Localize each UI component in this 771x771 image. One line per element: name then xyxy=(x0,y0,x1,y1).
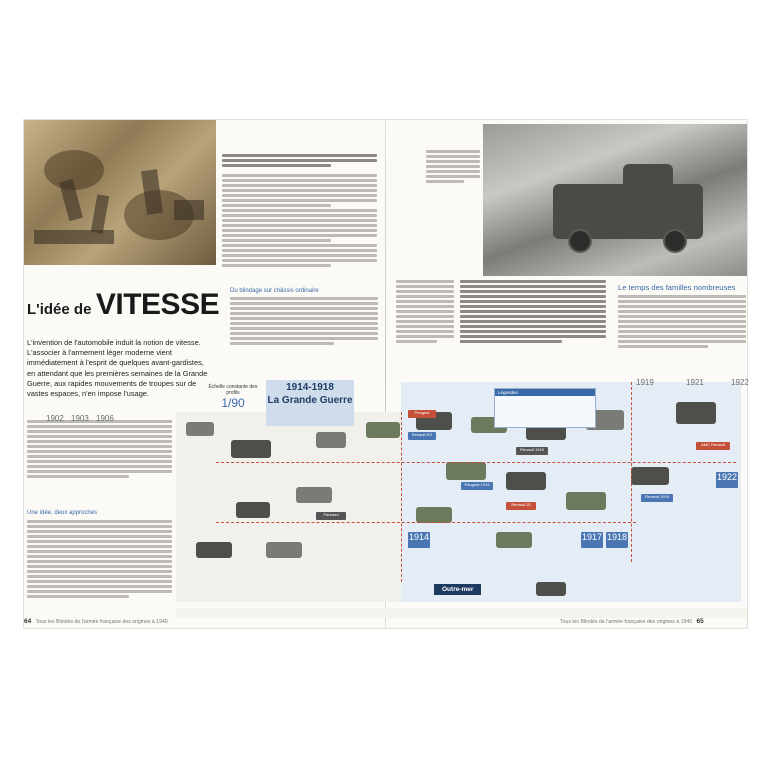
timeline-prewar-area xyxy=(176,412,401,602)
subhead-chassis: Du blindage sur châssis ordinaire xyxy=(230,288,319,294)
book-spread xyxy=(24,120,747,628)
legend-box xyxy=(494,388,596,428)
year-1919: 1919 xyxy=(636,378,654,387)
model-tag: Peugeot xyxy=(408,410,436,418)
text-column-6 xyxy=(618,295,746,380)
vehicle-profile xyxy=(196,542,232,558)
model-tag: Peugeot 1915 xyxy=(461,482,493,490)
model-tag: Renault 1915 xyxy=(516,447,548,455)
vehicle-profile xyxy=(446,462,486,480)
model-tag: Panhard xyxy=(316,512,346,520)
vehicle-profile xyxy=(316,432,346,448)
title-big: VITESSE xyxy=(95,288,220,321)
page-number-left: 64 xyxy=(24,618,32,625)
timeline-connector xyxy=(216,522,636,523)
vehicle-profile xyxy=(506,472,546,490)
footer-right xyxy=(560,618,704,625)
timeline-connector xyxy=(631,382,632,562)
timeline-connector xyxy=(401,412,402,582)
running-title-left: Tous les Blindés de l'armée française des origines à 1940 xyxy=(35,619,168,625)
legend-title: Légendes xyxy=(495,389,595,396)
model-tag: Renault 20 xyxy=(506,502,536,510)
model-tag: Renault ED xyxy=(408,432,436,440)
year-badge: 1917 xyxy=(581,532,603,548)
bottom-caption-bar xyxy=(176,608,747,618)
year-1921: 1921 xyxy=(686,378,704,387)
scale-value: 1/90 xyxy=(221,396,245,410)
year-1906: 1906 xyxy=(96,414,114,423)
text-column-2 xyxy=(230,297,378,367)
text-column-5 xyxy=(460,280,606,380)
footer-left xyxy=(24,618,168,625)
scale-note xyxy=(208,384,258,410)
vehicle-profile xyxy=(536,582,566,596)
model-tag: Renault 1918 xyxy=(641,494,673,502)
year-badge: 1922 xyxy=(716,472,738,488)
vehicle-profile xyxy=(631,467,669,485)
vehicle-profile xyxy=(366,422,400,438)
year-1922: 1922 xyxy=(731,378,749,387)
text-column-3 xyxy=(27,420,172,500)
vehicle-profile xyxy=(416,507,452,523)
text-column-4 xyxy=(27,520,172,620)
vehicle-profile xyxy=(496,532,532,548)
historical-illustration xyxy=(24,120,216,265)
year-badge: 1914 xyxy=(408,532,430,548)
year-1903: 1903 xyxy=(71,414,89,423)
armored-car-photo xyxy=(483,124,747,276)
section-head: Le temps des familles nombreuses xyxy=(618,283,736,292)
text-column-1 xyxy=(222,174,377,294)
timeline-connector xyxy=(216,462,736,463)
year-badge: 1918 xyxy=(606,532,628,548)
vehicle-profile xyxy=(266,542,302,558)
model-tag: AMC Renault xyxy=(696,442,730,450)
subhead-two-approaches: Une idée, deux approches xyxy=(27,510,98,516)
scale-label: Échelle constante des profils xyxy=(208,384,258,396)
vehicle-profile xyxy=(676,402,716,424)
war-title: La Grande Guerre xyxy=(267,395,353,406)
notes-column xyxy=(396,280,454,380)
photo-caption xyxy=(426,150,480,210)
lead-paragraph: L'invention de l'automobile induit la notion de vitesse. L'associer à l'armement léger moderne vient immédiatement à l'esprit de quelques avant-gardistes, en attendant que les premières semaines de la Grande Guerre, aux rapides mouvements de troupes sur de vastes espaces, n'en impose l'usage. xyxy=(27,338,208,399)
overseas-label: Outre-mer xyxy=(434,584,481,595)
running-title-right: Tous les Blindés de l'armée française des origines à 1940 xyxy=(560,619,693,625)
text-column-bold xyxy=(222,154,377,172)
title-small: L'idée de xyxy=(27,301,92,318)
chapter-title xyxy=(27,288,219,322)
page-number-right: 65 xyxy=(696,618,704,625)
vehicle-profile xyxy=(186,422,214,436)
year-1902: 1902 xyxy=(46,414,64,423)
vehicle-profile xyxy=(236,502,270,518)
vehicle-profile xyxy=(231,440,271,458)
vehicle-profile xyxy=(566,492,606,510)
war-years: 1914-1918 xyxy=(286,382,334,393)
vehicle-profile xyxy=(296,487,332,503)
